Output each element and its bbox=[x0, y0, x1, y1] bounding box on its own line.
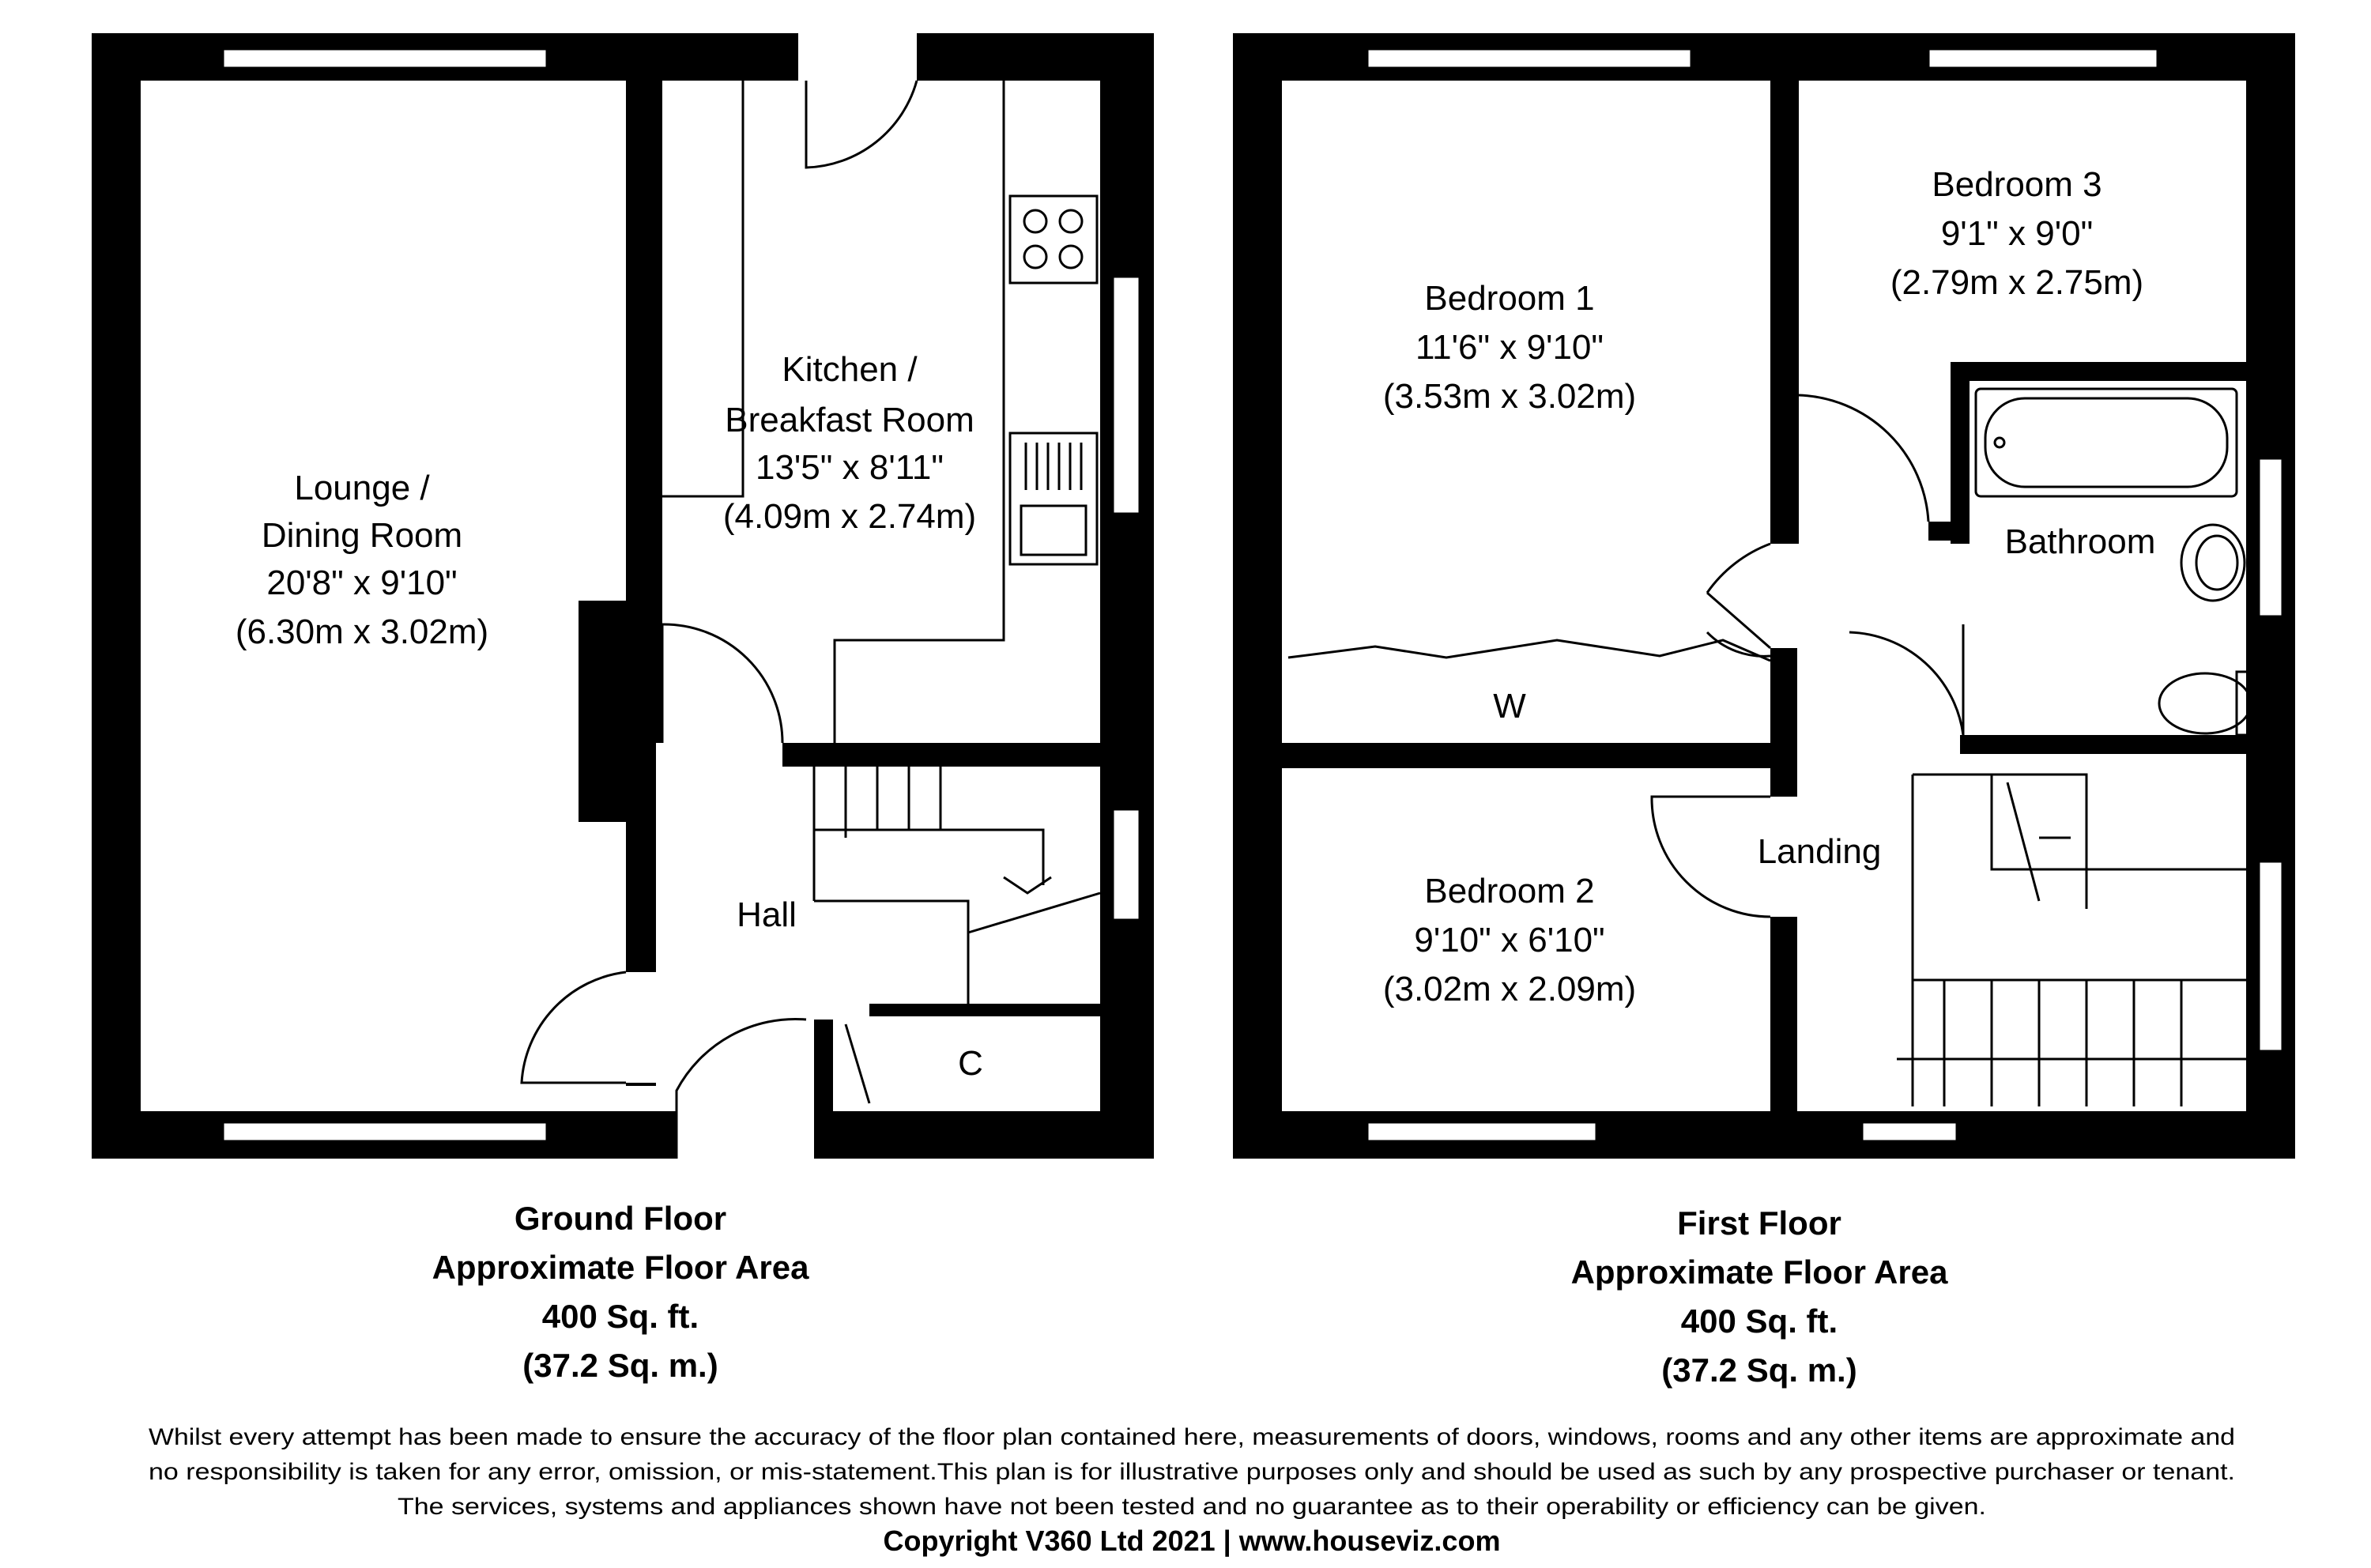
window bbox=[223, 1122, 547, 1141]
ground-floor-labels bbox=[236, 350, 983, 1384]
ground-floor-wall bbox=[869, 1004, 1100, 1016]
room-size-imperial: 20'8" x 9'10" bbox=[266, 564, 458, 602]
disclaimer-line: no responsibility is taken for any error, omission, or mis-statement.This plan is for illustrative purposes only and should be used as such by any prospective purchaser or tenant. bbox=[149, 1459, 2235, 1485]
bedroom-2-door bbox=[1652, 797, 1770, 917]
first-floor-wall bbox=[1770, 768, 1797, 797]
room-size-metric: (3.53m x 3.02m) bbox=[1382, 377, 1637, 416]
front-door-opening bbox=[677, 1111, 814, 1159]
ground-floor-wall bbox=[92, 33, 141, 1159]
disclaimer-line: The services, systems and appliances shown have not been tested and no guarantee as to their operability or efficiency can be given. bbox=[398, 1494, 1986, 1520]
bath bbox=[1976, 389, 2237, 496]
room-name: Bathroom bbox=[2004, 522, 2156, 561]
ground-floor-wall bbox=[1100, 33, 1154, 1159]
wardrobe-rail bbox=[1288, 640, 1770, 661]
window bbox=[1113, 809, 1140, 920]
basin-inner bbox=[2196, 536, 2237, 590]
ground-floor-plan bbox=[92, 33, 1154, 1159]
floor-area-label: Approximate Floor Area bbox=[1570, 1253, 1948, 1291]
disclaimer-line: Whilst every attempt has been made to ensure the accuracy of the floor plan contained here, measurements of doors, windows, rooms and any other items are approximate and bbox=[149, 1424, 2235, 1450]
floor-area-sqm: (37.2 Sq. m.) bbox=[522, 1347, 718, 1384]
kitchen-door bbox=[806, 81, 917, 168]
hob-ring bbox=[1060, 210, 1082, 232]
copyright: Copyright V360 Ltd 2021 | www.houseviz.com bbox=[883, 1525, 1501, 1557]
hob-ring bbox=[1060, 246, 1082, 268]
room-name: Bedroom 2 bbox=[1424, 872, 1595, 910]
lounge-door bbox=[522, 972, 626, 1083]
cupboard-door bbox=[846, 1024, 869, 1103]
first-floor-wall bbox=[1770, 648, 1797, 782]
staircase bbox=[814, 767, 1100, 1004]
room-size-metric: (3.02m x 2.09m) bbox=[1382, 970, 1637, 1008]
room-size-metric: (4.09m x 2.74m) bbox=[722, 497, 977, 536]
staircase bbox=[1897, 775, 2246, 1106]
bedroom-3-door bbox=[1799, 395, 1928, 522]
first-floor-wall bbox=[1770, 81, 1799, 544]
window bbox=[1367, 49, 1691, 68]
room-name: Breakfast Room bbox=[725, 401, 974, 439]
floor-area-sqft: 400 Sq. ft. bbox=[1680, 1302, 1838, 1340]
window bbox=[1367, 1122, 1596, 1141]
kitchen-door-opening bbox=[798, 33, 917, 81]
window bbox=[2259, 458, 2282, 616]
room-size-imperial: 9'10" x 6'10" bbox=[1414, 921, 1605, 959]
sink bbox=[1010, 433, 1097, 564]
window bbox=[1113, 277, 1140, 514]
ground-floor-wall bbox=[814, 1111, 1154, 1159]
first-floor-wall bbox=[1951, 362, 2246, 381]
drainer bbox=[1026, 443, 1081, 490]
footer bbox=[149, 1424, 2235, 1558]
lounge-door-opening bbox=[626, 972, 658, 1083]
bath-plug bbox=[1995, 438, 2004, 447]
hob-ring bbox=[1024, 210, 1046, 232]
ground-floor-wall bbox=[653, 81, 662, 743]
bedroom-1-door-swing bbox=[1707, 632, 1770, 656]
first-floor-wall bbox=[1282, 743, 1772, 768]
sink-bowl bbox=[1021, 506, 1086, 555]
window bbox=[1928, 49, 2158, 68]
first-floor-labels bbox=[1383, 165, 2156, 1389]
room-size-metric: (2.79m x 2.75m) bbox=[1890, 263, 2144, 302]
room-size-imperial: 13'5" x 8'11" bbox=[755, 448, 944, 487]
room-size-metric: (6.30m x 3.02m) bbox=[235, 612, 489, 651]
first-floor-wall bbox=[1770, 917, 1797, 1111]
room-name: Bedroom 3 bbox=[1932, 165, 2102, 204]
room-size-imperial: 9'1" x 9'0" bbox=[1940, 214, 2094, 253]
first-floor-wall bbox=[1928, 522, 1970, 541]
floor-title: First Floor bbox=[1677, 1204, 1841, 1242]
hob bbox=[1010, 196, 1097, 283]
window bbox=[2259, 861, 2282, 1051]
first-floor-wall bbox=[1233, 33, 1282, 1159]
ground-floor-wall bbox=[814, 1020, 833, 1111]
bath-inner bbox=[1985, 398, 2227, 487]
hob-ring bbox=[1024, 246, 1046, 268]
floor-area-label: Approximate Floor Area bbox=[432, 1249, 809, 1286]
room-name: Kitchen / bbox=[782, 350, 918, 389]
window bbox=[223, 49, 547, 68]
room-name: Hall bbox=[737, 895, 797, 934]
floor-area-sqft: 400 Sq. ft. bbox=[541, 1298, 699, 1335]
room-size-imperial: 11'6" x 9'10" bbox=[1415, 328, 1604, 367]
first-floor-wall bbox=[1951, 362, 1970, 544]
hall-door bbox=[662, 624, 782, 743]
first-floor-wall bbox=[1960, 735, 2246, 754]
bathroom-door bbox=[1849, 624, 1963, 735]
room-name: C bbox=[958, 1044, 983, 1083]
ground-floor-wall bbox=[579, 601, 656, 822]
room-name: Lounge / bbox=[294, 469, 430, 507]
bedroom-1-door bbox=[1707, 544, 1770, 648]
ground-floor-wall bbox=[782, 743, 1100, 767]
room-name: Dining Room bbox=[261, 516, 463, 555]
window bbox=[1862, 1122, 1957, 1141]
floor-title: Ground Floor bbox=[514, 1200, 727, 1237]
floor-area-sqm: (37.2 Sq. m.) bbox=[1661, 1351, 1857, 1389]
room-name: Bedroom 1 bbox=[1424, 279, 1595, 318]
room-name: W bbox=[1493, 687, 1526, 726]
room-name: Landing bbox=[1757, 832, 1882, 871]
toilet-cistern bbox=[2237, 672, 2248, 735]
